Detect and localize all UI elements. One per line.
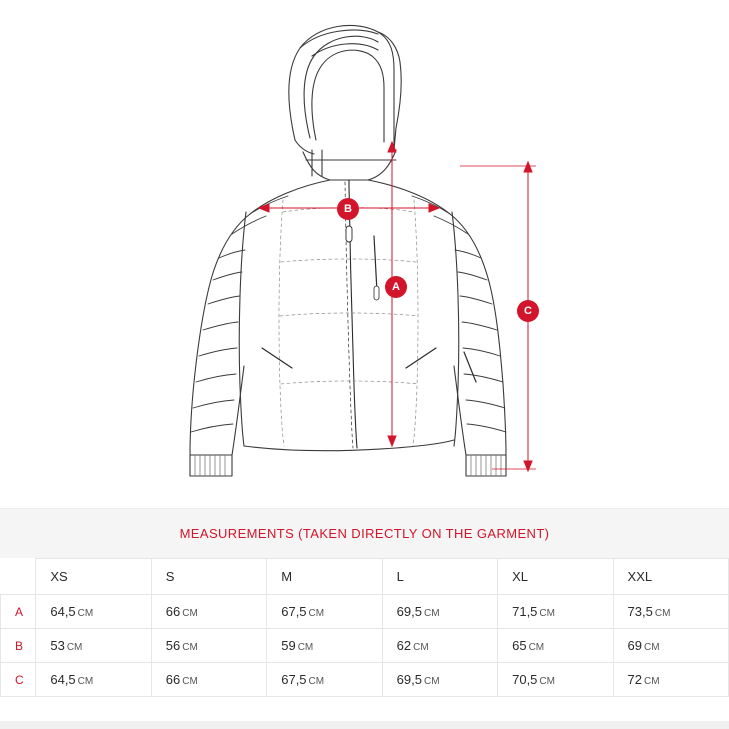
table-corner-cell (1, 559, 36, 595)
size-table (0, 558, 729, 697)
cell-c-m: 67,5 CM (267, 663, 382, 697)
row-label-c: C (1, 663, 36, 697)
cell-b-xs: 53 CM (36, 629, 151, 663)
size-table-body (1, 595, 729, 697)
measurements-banner (0, 508, 729, 558)
cell-c-xs: 64,5 CM (36, 663, 151, 697)
bottom-bar (0, 721, 729, 729)
row-label-a: A (1, 595, 36, 629)
cell-a-xs: 64,5 CM (36, 595, 151, 629)
cell-b-l: 62 CM (382, 629, 497, 663)
cell-c-xxl: 72 CM (613, 663, 728, 697)
cell-c-xl: 70,5 CM (498, 663, 613, 697)
cell-c-s: 66 CM (151, 663, 266, 697)
column-header-xs: XS (36, 559, 151, 595)
column-header-l: L (382, 559, 497, 595)
table-row (1, 595, 729, 629)
table-row (1, 629, 729, 663)
size-table-container (0, 558, 729, 697)
column-header-m: M (267, 559, 382, 595)
measurements-banner-title: MEASUREMENTS (TAKEN DIRECTLY ON THE GARMENT) (179, 526, 550, 541)
column-header-xl: XL (498, 559, 613, 595)
table-header-row (1, 559, 729, 595)
measurement-marker-b: B (337, 198, 359, 220)
cell-a-l: 69,5 CM (382, 595, 497, 629)
size-table-header (1, 559, 729, 595)
column-header-xxl: XXL (613, 559, 728, 595)
cell-a-s: 66 CM (151, 595, 266, 629)
table-row (1, 663, 729, 697)
measurement-marker-c: C (517, 300, 539, 322)
cell-b-xl: 65 CM (498, 629, 613, 663)
cell-c-l: 69,5 CM (382, 663, 497, 697)
footer-spacer (0, 697, 729, 719)
cell-b-m: 59 CM (267, 629, 382, 663)
cell-a-m: 67,5 CM (267, 595, 382, 629)
cell-a-xl: 71,5 CM (498, 595, 613, 629)
cell-a-xxl: 73,5 CM (613, 595, 728, 629)
cell-b-s: 56 CM (151, 629, 266, 663)
measurement-marker-a: A (385, 276, 407, 298)
cell-b-xxl: 69 CM (613, 629, 728, 663)
column-header-s: S (151, 559, 266, 595)
row-label-b: B (1, 629, 36, 663)
